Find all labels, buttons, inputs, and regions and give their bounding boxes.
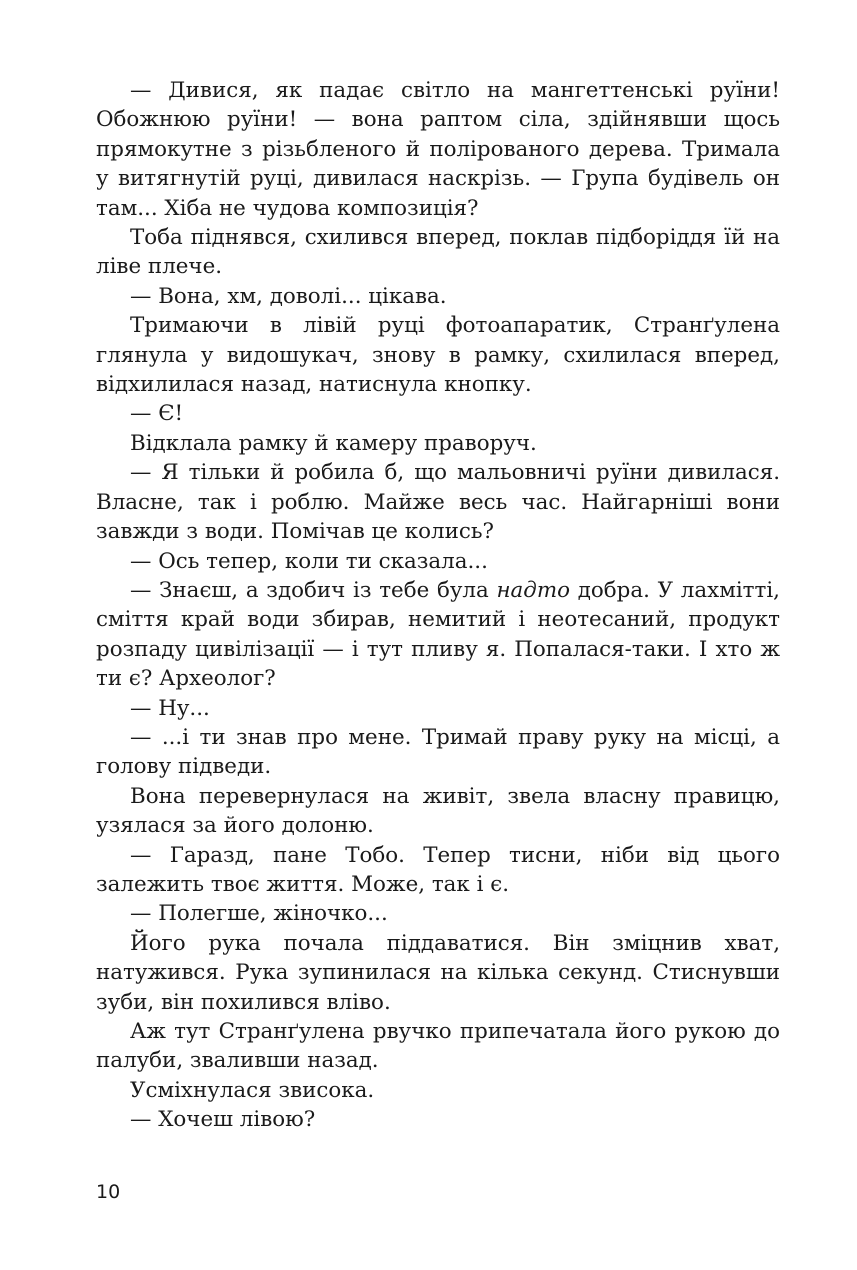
paragraph-18: — Хочеш лівою?: [130, 1107, 316, 1133]
page-number: 10: [96, 1181, 121, 1203]
paragraph-16: Аж тут Странґулена рвучко припечатала його рукою до палуби, зваливши назад.: [96, 1019, 780, 1074]
paragraph-6: Відклала рамку й камеру праворуч.: [130, 430, 537, 456]
paragraph-10: — Ну...: [130, 695, 210, 721]
paragraph-12: Вона перевернулася на живіт, звела власну правицю, узялася за його долоню.: [96, 783, 780, 839]
paragraph-9-emphasis: надто: [496, 577, 571, 603]
paragraph-3: — Вона, хм, доволі... цікава.: [130, 283, 447, 309]
paragraph-17: Усміхнулася звисока.: [130, 1077, 375, 1103]
paragraph-1: — Дивися, як падає світло на мангеттенські руїни! Обожнюю руїни! — вона раптом сіла, здійнявши щось прямокутне з різьбленого й полірованого дерева. Тримала у витягнутій руці, дивилася наскрізь. — Група будівель он там... Хіба не чудова композиція?: [96, 78, 780, 221]
paragraph-13: — Гаразд, пане Тобо. Тепер тисни, ніби від цього залежить твоє життя. Може, так і є.: [96, 842, 780, 897]
paragraph-8: — Ось тепер, коли ти сказала...: [130, 548, 488, 574]
paragraph-14: — Полегше, жіночко...: [130, 901, 388, 927]
paragraph-11: — ...і ти знав про мене. Тримай праву руку на місці, а голову підведи.: [96, 724, 780, 780]
paragraph-9-end: добра. У лахмітті, сміття край води збирав, немитий і неотесаний, продукт розпаду цивілізації — і тут пливу я. Попалася-таки. І хто ж ти є? Археолог?: [96, 577, 780, 692]
paragraph-4: Тримаючи в лівій руці фотоапаратик, Странґулена глянула у видошукач, знову в рамку, схилилася вперед, відхилилася назад, натиснула кнопку.: [96, 313, 780, 398]
paragraph-5: — Є!: [130, 401, 184, 427]
paragraph-9-start: — Знаєш, а здобич із тебе була: [130, 577, 497, 603]
paragraph-7: — Я тільки й робила б, що мальовничі руїни дивилася. Власне, так і роблю. Майже весь час. Найгарніші вони завжди з води. Помічав це колись?: [96, 460, 780, 545]
paragraph-15: Його рука почала піддаватися. Він зміцнив хват, натужився. Рука зупинилася на кілька секунд. Стиснувши зуби, він похилився вліво.: [96, 930, 780, 1015]
paragraph-2: Тоба піднявся, схилився вперед, поклав підборіддя їй на ліве плече.: [96, 225, 780, 280]
body-text: [96, 76, 780, 1135]
paragraph-9: [96, 576, 780, 694]
